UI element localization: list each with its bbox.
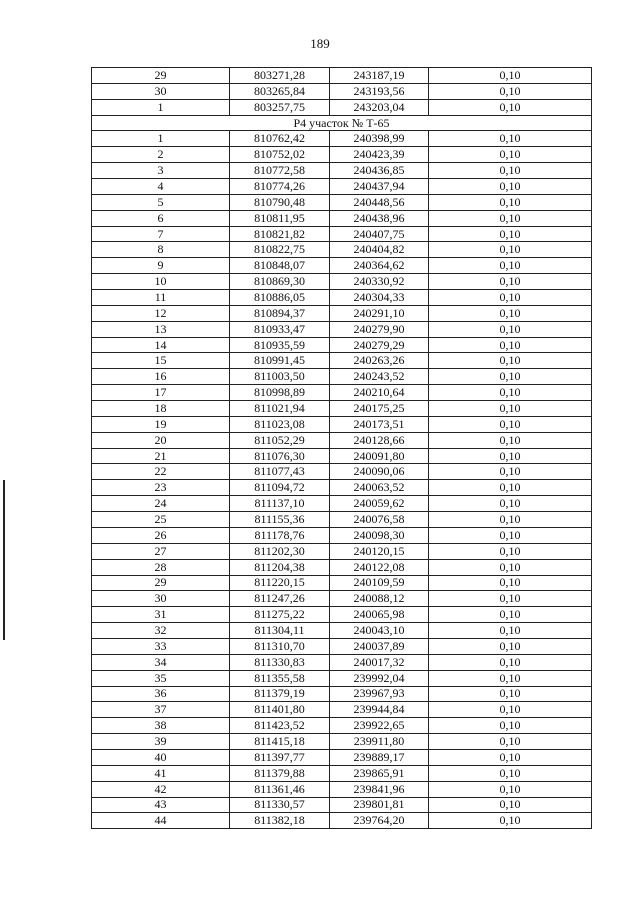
y-coordinate-cell: 239764,20 [330, 813, 429, 829]
point-number-cell: 44 [92, 813, 230, 829]
accuracy-cell: 0,10 [429, 654, 592, 670]
table-row [92, 194, 592, 210]
table-row [92, 718, 592, 734]
x-coordinate-cell: 810752,02 [230, 147, 330, 163]
table-row [92, 369, 592, 385]
point-number-cell: 23 [92, 480, 230, 496]
accuracy-cell: 0,10 [429, 242, 592, 258]
point-number-cell: 1 [92, 99, 230, 115]
x-coordinate-cell: 811423,52 [230, 718, 330, 734]
point-number-cell: 18 [92, 401, 230, 417]
x-coordinate-cell: 811052,29 [230, 432, 330, 448]
y-coordinate-cell: 240279,90 [330, 321, 429, 337]
x-coordinate-cell: 810894,37 [230, 305, 330, 321]
x-coordinate-cell: 810772,58 [230, 163, 330, 179]
table-row [92, 575, 592, 591]
coordinates-table [91, 67, 592, 829]
accuracy-cell: 0,10 [429, 496, 592, 512]
point-number-cell: 20 [92, 432, 230, 448]
point-number-cell: 13 [92, 321, 230, 337]
y-coordinate-cell: 243193,56 [330, 83, 429, 99]
table-row [92, 179, 592, 195]
y-coordinate-cell: 240175,25 [330, 401, 429, 417]
y-coordinate-cell: 240063,52 [330, 480, 429, 496]
table-row [92, 147, 592, 163]
point-number-cell: 24 [92, 496, 230, 512]
accuracy-cell: 0,10 [429, 321, 592, 337]
section-header-cell: Р4 участок № Т-65 [92, 115, 592, 131]
y-coordinate-cell: 243187,19 [330, 68, 429, 84]
table-row [92, 99, 592, 115]
table-row [92, 797, 592, 813]
point-number-cell: 12 [92, 305, 230, 321]
x-coordinate-cell: 811330,83 [230, 654, 330, 670]
table-row [92, 734, 592, 750]
accuracy-cell: 0,10 [429, 781, 592, 797]
x-coordinate-cell: 810790,48 [230, 194, 330, 210]
table-row [92, 623, 592, 639]
point-number-cell: 41 [92, 765, 230, 781]
table-row [92, 210, 592, 226]
y-coordinate-cell: 239944,84 [330, 702, 429, 718]
x-coordinate-cell: 810811,95 [230, 210, 330, 226]
x-coordinate-cell: 810762,42 [230, 131, 330, 147]
accuracy-cell: 0,10 [429, 543, 592, 559]
x-coordinate-cell: 811304,11 [230, 623, 330, 639]
table-row [92, 765, 592, 781]
y-coordinate-cell: 240438,96 [330, 210, 429, 226]
accuracy-cell: 0,10 [429, 305, 592, 321]
table-row [92, 401, 592, 417]
point-number-cell: 21 [92, 448, 230, 464]
accuracy-cell: 0,10 [429, 226, 592, 242]
y-coordinate-cell: 240407,75 [330, 226, 429, 242]
accuracy-cell: 0,10 [429, 337, 592, 353]
table-row [92, 496, 592, 512]
table-row [92, 591, 592, 607]
point-number-cell: 1 [92, 131, 230, 147]
x-coordinate-cell: 811355,58 [230, 670, 330, 686]
table-row [92, 68, 592, 84]
point-number-cell: 37 [92, 702, 230, 718]
table-row [92, 163, 592, 179]
point-number-cell: 42 [92, 781, 230, 797]
point-number-cell: 34 [92, 654, 230, 670]
table-row [92, 305, 592, 321]
accuracy-cell: 0,10 [429, 401, 592, 417]
x-coordinate-cell: 811247,26 [230, 591, 330, 607]
y-coordinate-cell: 240404,82 [330, 242, 429, 258]
x-coordinate-cell: 811178,76 [230, 527, 330, 543]
x-coordinate-cell: 811076,30 [230, 448, 330, 464]
point-number-cell: 36 [92, 686, 230, 702]
point-number-cell: 9 [92, 258, 230, 274]
accuracy-cell: 0,10 [429, 290, 592, 306]
y-coordinate-cell: 239911,80 [330, 734, 429, 750]
x-coordinate-cell: 810822,75 [230, 242, 330, 258]
point-number-cell: 7 [92, 226, 230, 242]
table-row [92, 749, 592, 765]
point-number-cell: 30 [92, 83, 230, 99]
y-coordinate-cell: 240098,30 [330, 527, 429, 543]
point-number-cell: 30 [92, 591, 230, 607]
x-coordinate-cell: 810869,30 [230, 274, 330, 290]
x-coordinate-cell: 811275,22 [230, 607, 330, 623]
point-number-cell: 4 [92, 179, 230, 195]
y-coordinate-cell: 240122,08 [330, 559, 429, 575]
accuracy-cell: 0,10 [429, 416, 592, 432]
accuracy-cell: 0,10 [429, 591, 592, 607]
x-coordinate-cell: 810998,89 [230, 385, 330, 401]
x-coordinate-cell: 810821,82 [230, 226, 330, 242]
accuracy-cell: 0,10 [429, 813, 592, 829]
table-row [92, 480, 592, 496]
point-number-cell: 22 [92, 464, 230, 480]
y-coordinate-cell: 240090,06 [330, 464, 429, 480]
x-coordinate-cell: 811379,19 [230, 686, 330, 702]
table-row [92, 543, 592, 559]
x-coordinate-cell: 811137,10 [230, 496, 330, 512]
point-number-cell: 8 [92, 242, 230, 258]
accuracy-cell: 0,10 [429, 83, 592, 99]
x-coordinate-cell: 811077,43 [230, 464, 330, 480]
x-coordinate-cell: 811155,36 [230, 512, 330, 528]
point-number-cell: 32 [92, 623, 230, 639]
accuracy-cell: 0,10 [429, 99, 592, 115]
point-number-cell: 27 [92, 543, 230, 559]
point-number-cell: 26 [92, 527, 230, 543]
y-coordinate-cell: 240037,89 [330, 638, 429, 654]
table-row [92, 83, 592, 99]
y-coordinate-cell: 239922,65 [330, 718, 429, 734]
y-coordinate-cell: 240065,98 [330, 607, 429, 623]
point-number-cell: 16 [92, 369, 230, 385]
y-coordinate-cell: 240423,39 [330, 147, 429, 163]
point-number-cell: 14 [92, 337, 230, 353]
y-coordinate-cell: 243203,04 [330, 99, 429, 115]
accuracy-cell: 0,10 [429, 734, 592, 750]
table-row [92, 512, 592, 528]
point-number-cell: 40 [92, 749, 230, 765]
accuracy-cell: 0,10 [429, 210, 592, 226]
x-coordinate-cell: 803257,75 [230, 99, 330, 115]
y-coordinate-cell: 240330,92 [330, 274, 429, 290]
accuracy-cell: 0,10 [429, 369, 592, 385]
table-row [92, 607, 592, 623]
point-number-cell: 29 [92, 575, 230, 591]
point-number-cell: 29 [92, 68, 230, 84]
accuracy-cell: 0,10 [429, 385, 592, 401]
y-coordinate-cell: 240304,33 [330, 290, 429, 306]
x-coordinate-cell: 810886,05 [230, 290, 330, 306]
x-coordinate-cell: 811382,18 [230, 813, 330, 829]
accuracy-cell: 0,10 [429, 559, 592, 575]
accuracy-cell: 0,10 [429, 147, 592, 163]
y-coordinate-cell: 240173,51 [330, 416, 429, 432]
point-number-cell: 15 [92, 353, 230, 369]
table-row [92, 670, 592, 686]
table-row [92, 638, 592, 654]
table-row [92, 131, 592, 147]
accuracy-cell: 0,10 [429, 163, 592, 179]
x-coordinate-cell: 811094,72 [230, 480, 330, 496]
table-row [92, 385, 592, 401]
x-coordinate-cell: 811401,80 [230, 702, 330, 718]
y-coordinate-cell: 240128,66 [330, 432, 429, 448]
point-number-cell: 3 [92, 163, 230, 179]
y-coordinate-cell: 240448,56 [330, 194, 429, 210]
table-row [92, 353, 592, 369]
y-coordinate-cell: 240017,32 [330, 654, 429, 670]
y-coordinate-cell: 239801,81 [330, 797, 429, 813]
scan-edge-mark [3, 480, 5, 640]
accuracy-cell: 0,10 [429, 131, 592, 147]
x-coordinate-cell: 811021,94 [230, 401, 330, 417]
table-row [92, 813, 592, 829]
y-coordinate-cell: 239841,96 [330, 781, 429, 797]
accuracy-cell: 0,10 [429, 702, 592, 718]
x-coordinate-cell: 811379,88 [230, 765, 330, 781]
table-row [92, 416, 592, 432]
x-coordinate-cell: 811415,18 [230, 734, 330, 750]
y-coordinate-cell: 240043,10 [330, 623, 429, 639]
y-coordinate-cell: 239889,17 [330, 749, 429, 765]
x-coordinate-cell: 811310,70 [230, 638, 330, 654]
y-coordinate-cell: 240364,62 [330, 258, 429, 274]
x-coordinate-cell: 810935,59 [230, 337, 330, 353]
accuracy-cell: 0,10 [429, 718, 592, 734]
accuracy-cell: 0,10 [429, 797, 592, 813]
point-number-cell: 17 [92, 385, 230, 401]
x-coordinate-cell: 810991,45 [230, 353, 330, 369]
y-coordinate-cell: 239992,04 [330, 670, 429, 686]
accuracy-cell: 0,10 [429, 623, 592, 639]
point-number-cell: 5 [92, 194, 230, 210]
x-coordinate-cell: 811023,08 [230, 416, 330, 432]
accuracy-cell: 0,10 [429, 480, 592, 496]
point-number-cell: 10 [92, 274, 230, 290]
y-coordinate-cell: 240210,64 [330, 385, 429, 401]
x-coordinate-cell: 803271,28 [230, 68, 330, 84]
point-number-cell: 19 [92, 416, 230, 432]
accuracy-cell: 0,10 [429, 68, 592, 84]
point-number-cell: 28 [92, 559, 230, 575]
x-coordinate-cell: 811003,50 [230, 369, 330, 385]
point-number-cell: 33 [92, 638, 230, 654]
x-coordinate-cell: 811202,30 [230, 543, 330, 559]
accuracy-cell: 0,10 [429, 765, 592, 781]
point-number-cell: 11 [92, 290, 230, 306]
table-row [92, 702, 592, 718]
accuracy-cell: 0,10 [429, 638, 592, 654]
page-number: 189 [310, 36, 330, 51]
point-number-cell: 43 [92, 797, 230, 813]
point-number-cell: 35 [92, 670, 230, 686]
accuracy-cell: 0,10 [429, 448, 592, 464]
table-row [92, 448, 592, 464]
table-row [92, 654, 592, 670]
point-number-cell: 38 [92, 718, 230, 734]
accuracy-cell: 0,10 [429, 353, 592, 369]
x-coordinate-cell: 811330,57 [230, 797, 330, 813]
x-coordinate-cell: 811220,15 [230, 575, 330, 591]
accuracy-cell: 0,10 [429, 432, 592, 448]
accuracy-cell: 0,10 [429, 686, 592, 702]
table-row [92, 432, 592, 448]
y-coordinate-cell: 240263,26 [330, 353, 429, 369]
y-coordinate-cell: 240436,85 [330, 163, 429, 179]
y-coordinate-cell: 240076,58 [330, 512, 429, 528]
coordinates-table-body [92, 68, 592, 829]
y-coordinate-cell: 240398,99 [330, 131, 429, 147]
accuracy-cell: 0,10 [429, 464, 592, 480]
x-coordinate-cell: 811204,38 [230, 559, 330, 575]
table-row [92, 686, 592, 702]
x-coordinate-cell: 810848,07 [230, 258, 330, 274]
point-number-cell: 6 [92, 210, 230, 226]
table-row [92, 559, 592, 575]
y-coordinate-cell: 240109,59 [330, 575, 429, 591]
y-coordinate-cell: 240059,62 [330, 496, 429, 512]
accuracy-cell: 0,10 [429, 258, 592, 274]
y-coordinate-cell: 240091,80 [330, 448, 429, 464]
accuracy-cell: 0,10 [429, 194, 592, 210]
point-number-cell: 25 [92, 512, 230, 528]
accuracy-cell: 0,10 [429, 670, 592, 686]
table-row [92, 321, 592, 337]
accuracy-cell: 0,10 [429, 512, 592, 528]
point-number-cell: 2 [92, 147, 230, 163]
accuracy-cell: 0,10 [429, 179, 592, 195]
y-coordinate-cell: 240088,12 [330, 591, 429, 607]
x-coordinate-cell: 810774,26 [230, 179, 330, 195]
x-coordinate-cell: 803265,84 [230, 83, 330, 99]
x-coordinate-cell: 810933,47 [230, 321, 330, 337]
table-row [92, 226, 592, 242]
table-row [92, 337, 592, 353]
table-row [92, 242, 592, 258]
table-row [92, 274, 592, 290]
table-row [92, 781, 592, 797]
y-coordinate-cell: 239967,93 [330, 686, 429, 702]
accuracy-cell: 0,10 [429, 527, 592, 543]
table-row [92, 258, 592, 274]
y-coordinate-cell: 240120,15 [330, 543, 429, 559]
y-coordinate-cell: 239865,91 [330, 765, 429, 781]
section-header-row [92, 115, 592, 131]
point-number-cell: 39 [92, 734, 230, 750]
y-coordinate-cell: 240437,94 [330, 179, 429, 195]
table-row [92, 527, 592, 543]
accuracy-cell: 0,10 [429, 607, 592, 623]
y-coordinate-cell: 240279,29 [330, 337, 429, 353]
table-row [92, 290, 592, 306]
accuracy-cell: 0,10 [429, 575, 592, 591]
accuracy-cell: 0,10 [429, 749, 592, 765]
y-coordinate-cell: 240291,10 [330, 305, 429, 321]
x-coordinate-cell: 811361,46 [230, 781, 330, 797]
table-row [92, 464, 592, 480]
accuracy-cell: 0,10 [429, 274, 592, 290]
x-coordinate-cell: 811397,77 [230, 749, 330, 765]
y-coordinate-cell: 240243,52 [330, 369, 429, 385]
point-number-cell: 31 [92, 607, 230, 623]
